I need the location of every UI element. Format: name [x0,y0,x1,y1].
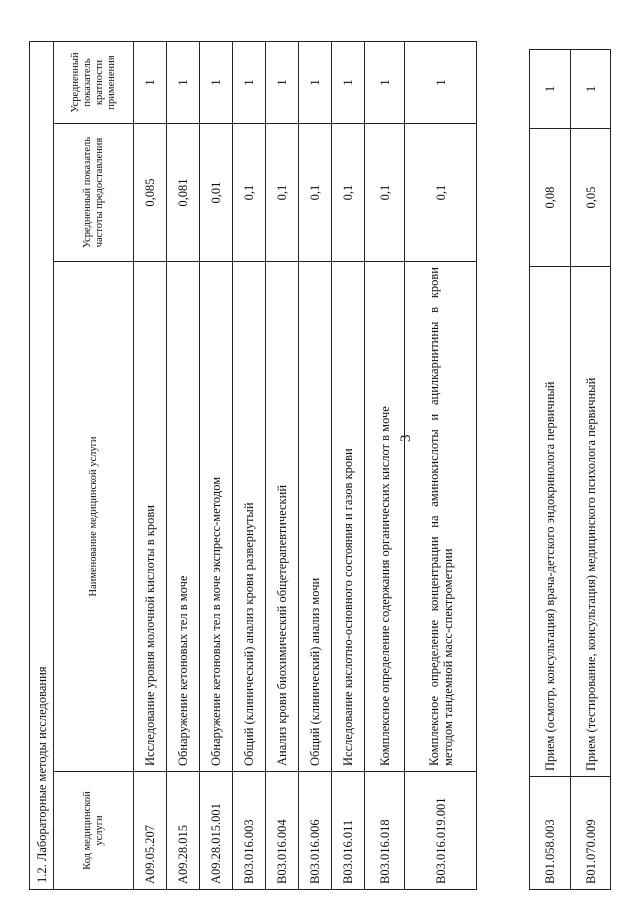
table-row [200,41,233,889]
service-code: A09.28.015 [167,772,200,890]
service-name: Исследование кислотно-основного состояния и газов крови [332,262,365,772]
service-name: Анализ крови биохимический общетерапевтический [266,262,299,772]
frequency-value: 0,08 [530,129,571,267]
service-name: Общий (клинический) анализ крови развернутый [233,262,266,772]
header-frequency: Усредненный показатель частоты предоставления [54,124,134,262]
multiplicity-value: 1 [365,41,405,123]
multiplicity-value: 1 [266,41,299,123]
page-number: 3 [398,434,414,442]
multiplicity-value: 1 [299,41,332,123]
service-name: Обнаружение кетоновых тел в моче [167,262,200,772]
multiplicity-value: 1 [332,41,365,123]
service-code: B03.016.019.001 [405,772,477,890]
service-code: B03.016.011 [332,772,365,890]
table-row [299,41,332,889]
service-name: Обнаружение кетоновых тел в моче экспресс-методом [200,262,233,772]
frequency-value: 0,085 [134,124,167,262]
multiplicity-value: 1 [571,50,611,129]
frequency-value: 0,081 [167,124,200,262]
table-row [233,41,266,889]
frequency-value: 0,1 [332,124,365,262]
service-code: B03.016.003 [233,772,266,890]
header-name: Наименование медицинской услуги [54,262,134,772]
multiplicity-value: 1 [405,41,477,123]
multiplicity-value: 1 [134,41,167,123]
section-title: 1.2. Лабораторные методы исследования [30,41,54,889]
service-name: Прием (осмотр, консультация) врача-детского эндокринолога первичный [530,267,571,777]
frequency-value: 0,1 [365,124,405,262]
service-name: Комплексное определение содержания органических кислот в моче [365,262,405,772]
service-code: B03.016.018 [365,772,405,890]
consultation-table [529,49,611,890]
service-code: B01.058.003 [530,777,571,890]
table-row [530,50,571,890]
frequency-value: 0,01 [200,124,233,262]
multiplicity-value: 1 [167,41,200,123]
service-code: B03.016.006 [299,772,332,890]
frequency-value: 0,05 [571,129,611,267]
table-row [266,41,299,889]
table-row [365,41,405,889]
table-row [167,41,200,889]
table-row [405,41,477,889]
header-multiplicity: Усредненный показатель кратности применения [54,41,134,123]
lab-methods-table [29,41,477,890]
frequency-value: 0,1 [233,124,266,262]
multiplicity-value: 1 [200,41,233,123]
multiplicity-value: 1 [530,50,571,129]
service-code: B01.070.009 [571,777,611,890]
service-code: A09.28.015.001 [200,772,233,890]
table-row [332,41,365,889]
service-code: B03.016.004 [266,772,299,890]
multiplicity-value: 1 [233,41,266,123]
frequency-value: 0,1 [266,124,299,262]
frequency-value: 0,1 [405,124,477,262]
section-title-row [30,41,54,889]
service-name: Общий (клинический) анализ мочи [299,262,332,772]
service-name: Исследование уровня молочной кислоты в крови [134,262,167,772]
frequency-value: 0,1 [299,124,332,262]
header-code: Код медицинской услуги [54,772,134,890]
table-row [571,50,611,890]
service-name: Прием (тестирование, консультация) медицинского психолога первичный [571,267,611,777]
table-row [134,41,167,889]
service-code: A09.05.207 [134,772,167,890]
service-name: Комплексное определение концентрации на аминокислоты и ацилкарнитины в крови методом тандемной масс-спектрометрии [405,262,477,772]
header-row [54,41,134,889]
